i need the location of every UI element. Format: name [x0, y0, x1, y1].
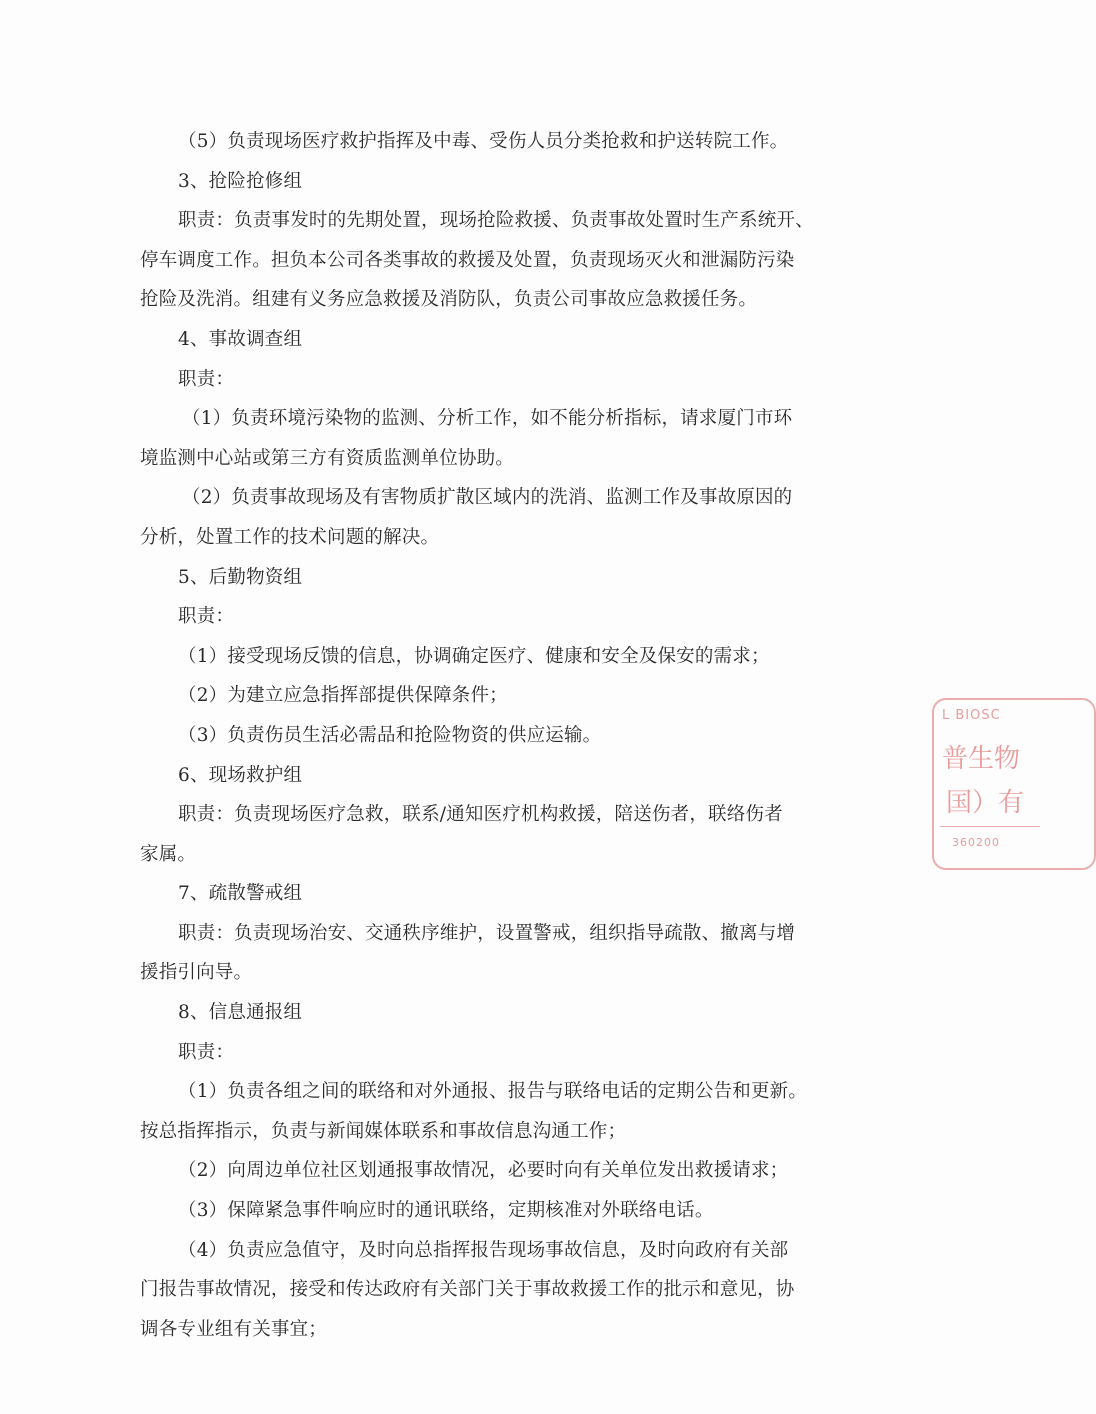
paragraph-line: 停车调度工作。担负本公司各类事故的救援及处置，负责现场灭火和泄漏防污染	[140, 249, 795, 271]
paragraph-line: 职责：	[178, 1041, 235, 1063]
paragraph-line: 家属。	[140, 843, 197, 865]
paragraph-line: 境监测中心站或第三方有资质监测单位协助。	[140, 447, 515, 469]
paragraph-line: 分析，处置工作的技术问题的解决。	[140, 526, 440, 548]
company-seal-stamp	[920, 690, 1040, 890]
paragraph-line: 抢险及洗消。组建有义务应急救援及消防队，负责公司事故应急救援任务。	[140, 289, 758, 311]
paragraph-line: （3）保障紧急事件响应时的通讯联络，定期核准对外联络电话。	[178, 1200, 714, 1222]
document-body	[140, 122, 860, 1349]
paragraph-line: （3）负责伤员生活必需品和抢险物资的供应运输。	[178, 724, 602, 746]
section-heading: 8、信息通报组	[178, 1002, 303, 1024]
paragraph-line: 按总指挥指示，负责与新闻媒体联系和事故信息沟通工作；	[140, 1120, 627, 1142]
paragraph-line: （2）向周边单位社区划通报事故情况，必要时向有关单位发出救援请求；	[178, 1160, 789, 1182]
paragraph-line: 门报告事故情况，接受和传达政府有关部门关于事故救援工作的批示和意见，协	[140, 1279, 795, 1301]
paragraph-line: （1）接受现场反馈的信息，协调确定医疗、健康和安全及保安的需求；	[178, 645, 770, 667]
seal-text-line1: 普生物	[942, 744, 1021, 774]
paragraph-line: 职责：负责现场医疗急救，联系/通知医疗机构救援，陪送伤者，联络伤者	[178, 804, 783, 826]
section-heading: 5、后勤物资组	[178, 566, 303, 588]
seal-text-english: L BIOSC	[942, 708, 1001, 723]
paragraph-line: （1）负责环境污染物的监测、分析工作，如不能分析指标，请求厦门市环	[182, 408, 793, 430]
paragraph-line: 职责：负责事发时的先期处置，现场抢险救援、负责事故处置时生产系统开、	[178, 210, 814, 232]
paragraph-line: 职责：	[178, 606, 235, 628]
paragraph-line: （2）为建立应急指挥部提供保障条件；	[178, 685, 508, 707]
section-heading: 3、抢险抢修组	[178, 170, 303, 192]
paragraph-line: 调各专业组有关事宜；	[140, 1318, 328, 1340]
section-heading: 7、疏散警戒组	[178, 883, 303, 905]
paragraph-line: （4）负责应急值守，及时向总指挥报告现场事故信息，及时向政府有关部	[178, 1239, 789, 1261]
seal-divider	[940, 826, 1040, 827]
paragraph-line: 职责：负责现场治安、交通秩序维护，设置警戒，组织指导疏散、撤离与增	[178, 922, 796, 944]
paragraph-line: （1）负责各组之间的联络和对外通报、报告与联络电话的定期公告和更新。	[178, 1081, 808, 1103]
paragraph-line: 职责：	[178, 368, 235, 390]
paragraph-line: 援指引向导。	[140, 962, 253, 984]
paragraph-line: （2）负责事故现场及有害物质扩散区域内的洗消、监测工作及事故原因的	[182, 487, 793, 509]
section-heading: 4、事故调查组	[178, 328, 303, 350]
seal-text-line2: 国）有	[946, 788, 1025, 818]
section-heading: 6、现场救护组	[178, 764, 303, 786]
paragraph-line: （5）负责现场医疗救护指挥及中毒、受伤人员分类抢救和护送转院工作。	[178, 131, 789, 152]
seal-code: 360200	[952, 836, 1000, 849]
